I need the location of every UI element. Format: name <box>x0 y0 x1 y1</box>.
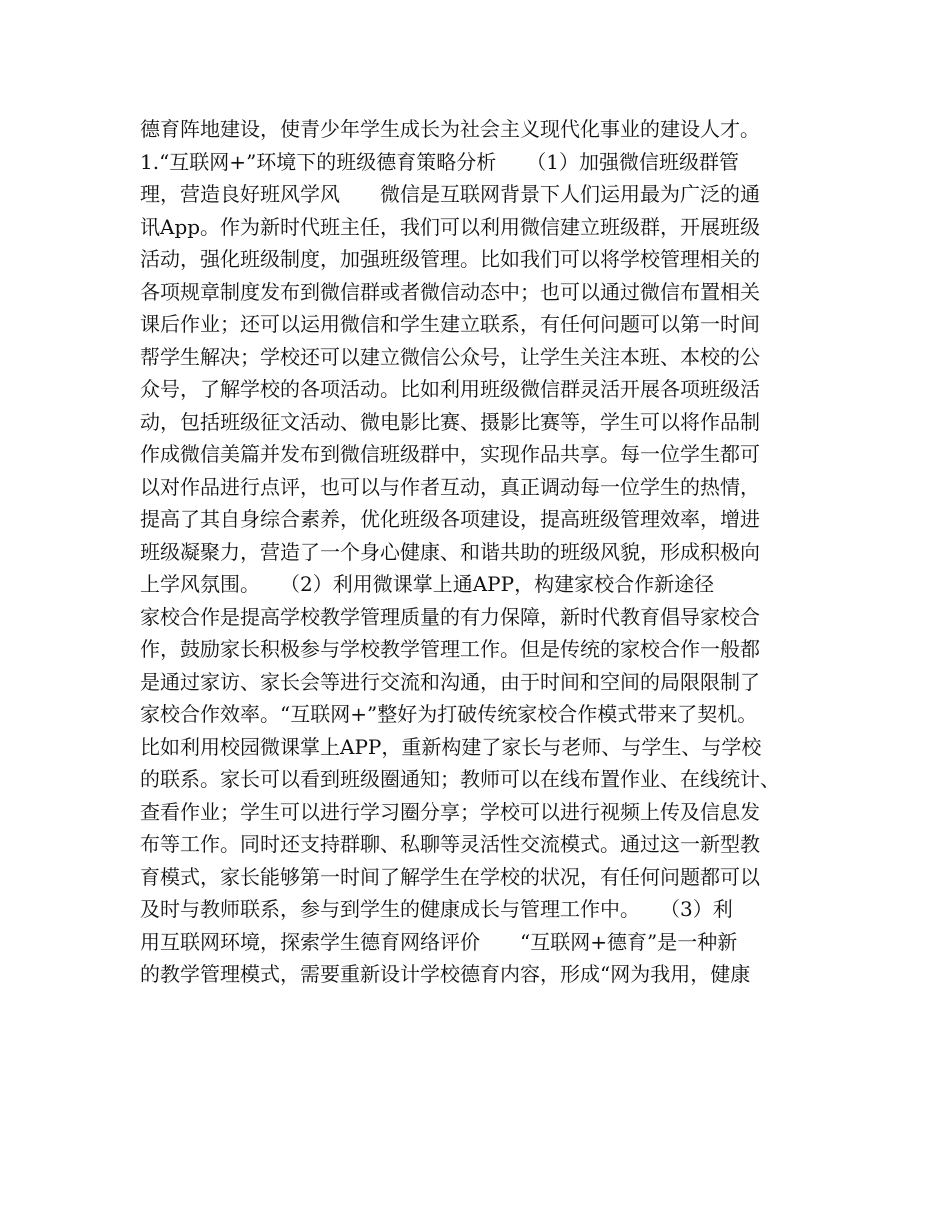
text-line: 的教学管理模式，需要重新设计学校德育内容，形成“网为我用，健康 <box>140 962 751 986</box>
text-line: 德育阵地建设，使青少年学生成长为社会主义现代化事业的建设人才。 <box>140 117 760 141</box>
text-line: 理，营造良好班风学风 微信是互联网背景下人们运用最为广泛的通 <box>140 182 760 206</box>
text-line: 班级凝聚力，营造了一个身心健康、和谐共助的班级风貌，形成积极向 <box>140 539 760 564</box>
text-line: 以对作品进行点评，也可以与作者互动，真正调动每一位学生的热情， <box>140 474 760 499</box>
text-line: 提高了其自身综合素养，优化班级各项建设，提高班级管理效率，增进 <box>140 507 760 531</box>
text-line: 的联系。家长可以看到班级圈通知；教师可以在线布置作业、在线统计、 <box>140 767 780 791</box>
text-line: 活动，强化班级制度，加强班级管理。比如我们可以将学校管理相关的 <box>140 247 760 271</box>
text-line: 是通过家访、家长会等进行交流和沟通，由于时间和空间的局限限制了 <box>140 669 760 694</box>
body-text <box>140 113 820 991</box>
text-line: 众号，了解学校的各项活动。比如利用班级微信群灵活开展各项班级活 <box>140 377 760 401</box>
text-line: 动，包括班级征文活动、微电影比赛、摄影比赛等，学生可以将作品制 <box>140 409 760 434</box>
text-line: 比如利用校园微课掌上APP，重新构建了家长与老师、与学生、与学校 <box>140 734 762 759</box>
text-line: 帮学生解决；学校还可以建立微信公众号，让学生关注本班、本校的公 <box>140 344 760 369</box>
text-line: 1.“互联网+”环境下的班级德育策略分析 （1）加强微信班级群管 <box>140 149 740 174</box>
text-line: 上学风氛围。 （2）利用微课掌上通APP，构建家校合作新途径 <box>140 572 715 596</box>
text-line: 作成微信美篇并发布到微信班级群中，实现作品共享。每一位学生都可 <box>140 442 760 466</box>
text-line: 查看作业；学生可以进行学习圈分享；学校可以进行视频上传及信息发 <box>140 799 760 824</box>
text-line: 各项规章制度发布到微信群或者微信动态中；也可以通过微信布置相关 <box>140 279 760 304</box>
text-line: 家校合作效率。“互联网+”整好为打破传统家校合作模式带来了契机。 <box>140 702 758 726</box>
text-line: 育模式，家长能够第一时间了解学生在学校的状况，有任何问题都可以 <box>140 864 760 889</box>
text-line: 及时与教师联系，参与到学生的健康成长与管理工作中。 （3）利 <box>140 897 733 921</box>
text-line: 家校合作是提高学校教学管理质量的有力保障，新时代教育倡导家校合 <box>140 604 760 629</box>
text-line: 用互联网环境，探索学生德育网络评价 “互联网+德育”是一种新 <box>140 929 738 954</box>
text-line: 讯App。作为新时代班主任，我们可以利用微信建立班级群，开展班级 <box>140 214 761 239</box>
text-line: 课后作业；还可以运用微信和学生建立联系，有任何问题可以第一时间 <box>140 312 760 336</box>
text-line: 布等工作。同时还支持群聊、私聊等灵活性交流模式。通过这一新型教 <box>140 832 760 856</box>
text-line: 作，鼓励家长积极参与学校教学管理工作。但是传统的家校合作一般都 <box>140 637 760 661</box>
